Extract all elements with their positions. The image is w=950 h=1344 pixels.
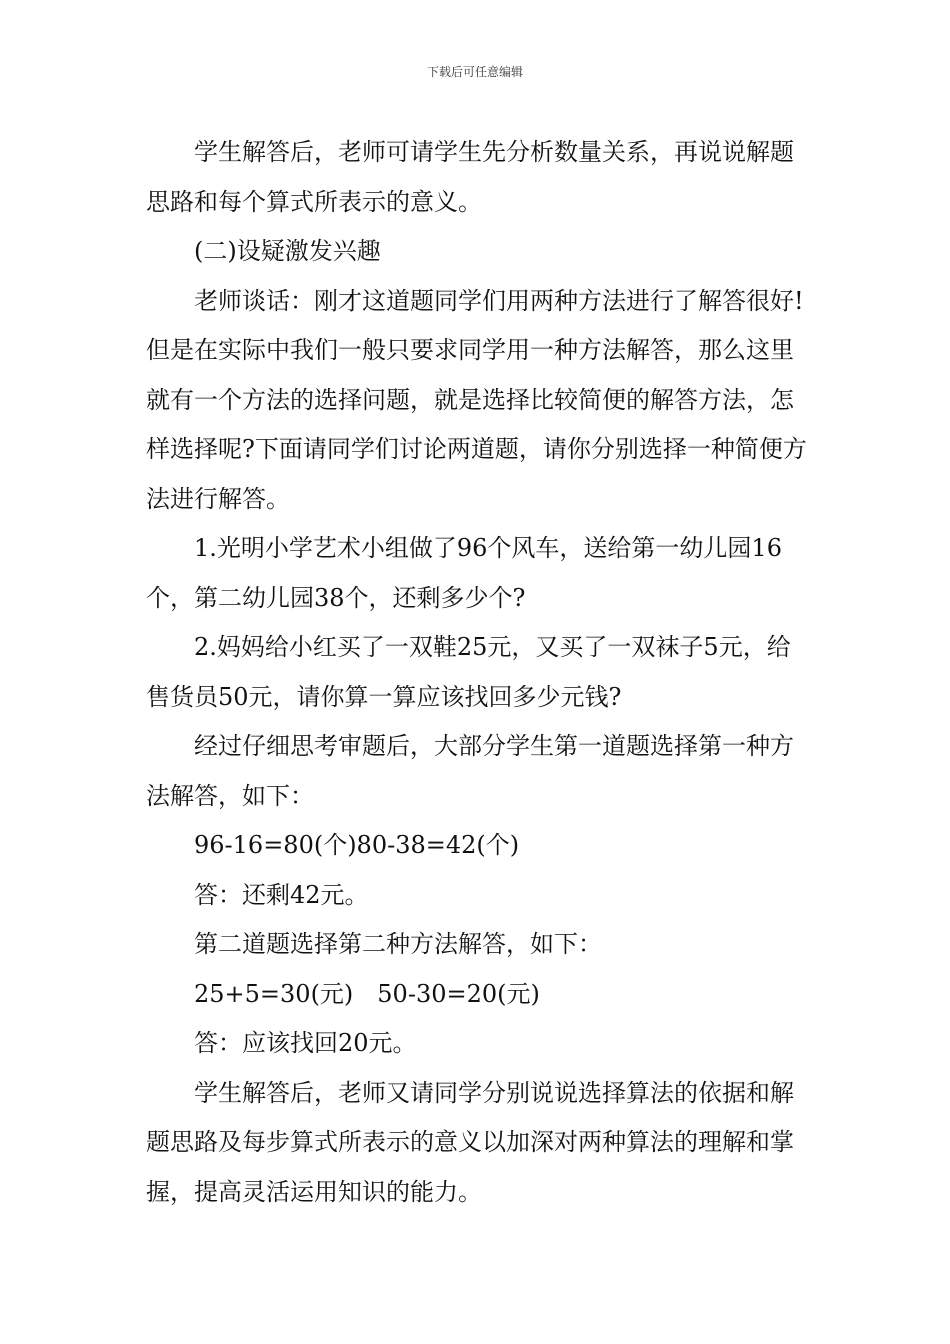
answer-problem-1: 答：还剩42元。: [194, 880, 369, 909]
problem-2: 2.妈妈给小红买了一双鞋25元，又买了一双袜子5元，给售货员50元，请你算一算应该找回多少元钱?: [146, 633, 791, 711]
paragraph-student-analysis: 学生解答后，老师可请学生先分析数量关系，再说说解题思路和每个算式所表示的意义。: [146, 138, 794, 216]
page-header: 下载后可任意编辑: [426, 65, 523, 79]
equation-problem-1: 96-16=80(个)80-38=42(个): [194, 831, 520, 859]
paragraph-conclusion: 学生解答后，老师又请同学分别说说选择算法的依据和解题思路及每步算式所表示的意义以加深对两种算法的理解和掌握，提高灵活运用知识的能力。: [146, 1078, 794, 1206]
equation-problem-2: 25+5=30(元) 50-30=20(元): [194, 979, 540, 1008]
paragraph-problem-2-method: 第二道题选择第二种方法解答，如下：: [194, 930, 602, 958]
document-body: [146, 128, 810, 1217]
problem-1: 1.光明小学艺术小组做了96个风车，送给第一幼儿园16个，第二幼儿园38个，还剩多少个?: [146, 534, 782, 612]
paragraph-student-choice: 经过仔细思考审题后，大部分学生第一道题选择第一种方法解答，如下：: [146, 732, 794, 810]
paragraph-teacher-talk: 老师谈话：刚才这道题同学们用两种方法进行了解答很好!但是在实际中我们一般只要求同学用一种方法解答，那么这里就有一个方法的选择问题，就是选择比较简便的解答方法，怎样选择呢?下面请同学们讨论两道题，请你分别选择一种简便方法进行解答。: [146, 286, 807, 513]
answer-problem-2: 答：应该找回20元。: [194, 1029, 417, 1057]
section-heading-doubt: (二)设疑激发兴趣: [194, 237, 381, 265]
